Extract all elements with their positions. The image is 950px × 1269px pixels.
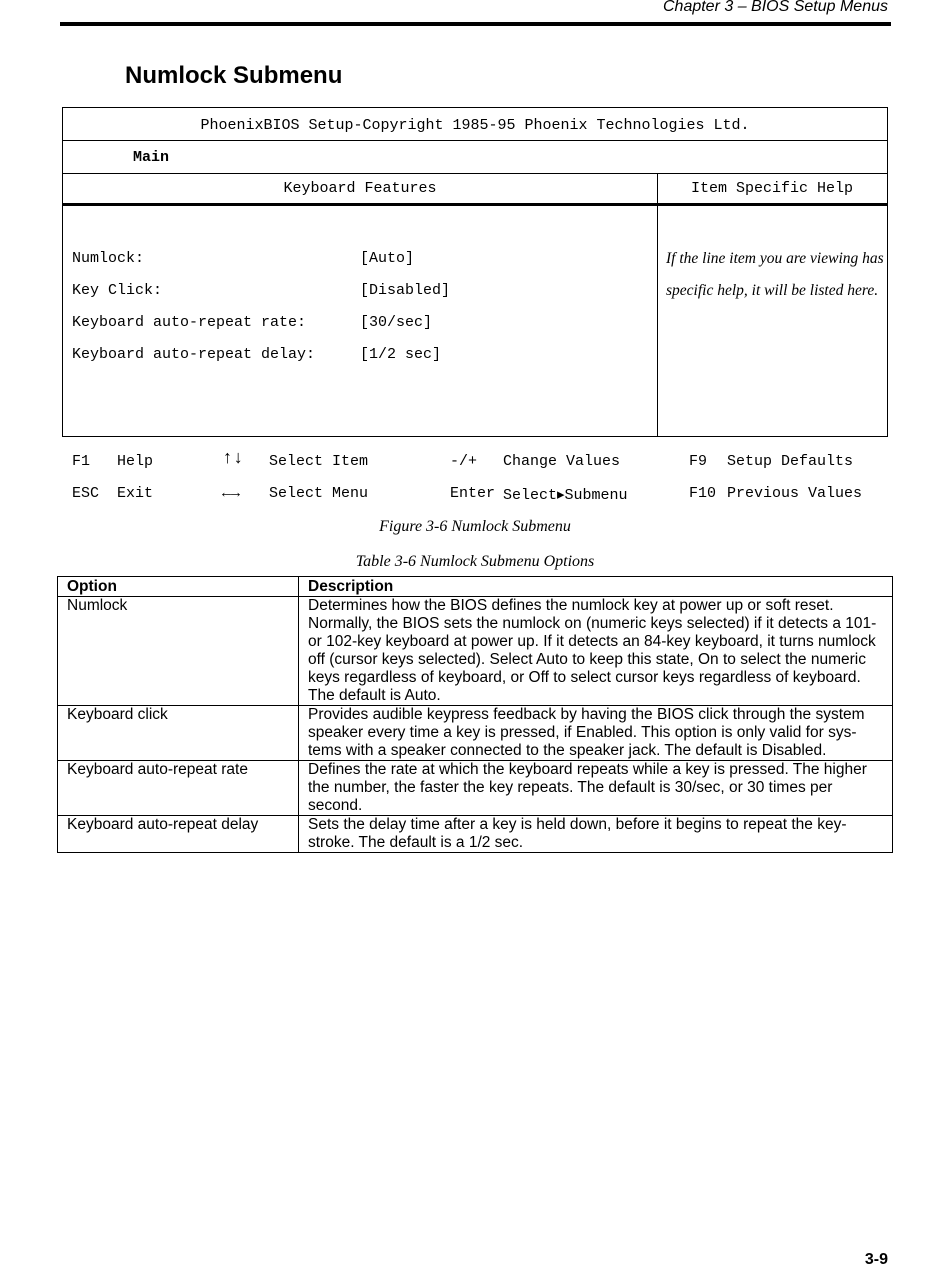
option-cell: Keyboard auto-repeat rate	[58, 761, 299, 816]
panel-header-rule	[63, 204, 887, 206]
key-f10: F10	[689, 485, 717, 502]
key-f9: F9	[689, 453, 708, 470]
header-option: Option	[58, 577, 299, 597]
setting-value[interactable]: [30/sec]	[360, 314, 433, 331]
setting-label: Key Click:	[72, 282, 163, 299]
setting-value[interactable]: [Auto]	[360, 250, 415, 267]
key-f10-action: Previous Values	[727, 485, 863, 502]
setting-repeat-delay[interactable]	[72, 346, 442, 363]
key-arrows-action: Select Item	[269, 453, 369, 470]
key-f9-action: Setup Defaults	[727, 453, 854, 470]
chapter-header: Chapter 3 – BIOS Setup Menus	[662, 0, 888, 15]
key-lr-action: Select Menu	[269, 485, 369, 502]
key-enter-action: Select▸Submenu	[503, 487, 628, 504]
table-row	[58, 706, 893, 761]
table-row	[58, 597, 893, 706]
setting-repeat-rate[interactable]	[72, 314, 433, 331]
up-down-arrows-icon: ↑↓	[222, 449, 244, 469]
option-cell: Keyboard click	[58, 706, 299, 761]
panel-divider	[657, 204, 658, 436]
table-row	[58, 761, 893, 816]
key-f1-action: Help	[117, 453, 154, 470]
figure-caption: Figure 3-6 Numlock Submenu	[379, 518, 571, 535]
page-number: 3-9	[864, 1251, 888, 1268]
bios-menubar	[63, 141, 887, 174]
left-right-arrows-icon: ←→	[222, 485, 241, 502]
key-plus-minus-action: Change Values	[503, 453, 621, 470]
header-description: Description	[299, 577, 893, 597]
key-esc-action: Exit	[117, 485, 154, 502]
setting-label: Keyboard auto-repeat delay:	[72, 346, 316, 363]
key-esc: ESC	[72, 485, 100, 502]
bios-panel-header	[63, 174, 887, 204]
table-header-row	[58, 577, 893, 597]
description-cell: Defines the rate at which the keyboard repeats while a key is pressed. The higher the number, the faster the key repeats. The default is 30/sec, or 30 times per second.	[299, 761, 893, 816]
setting-key-click[interactable]	[72, 282, 451, 299]
menu-main[interactable]: Main	[133, 149, 170, 166]
description-cell: Provides audible keypress feedback by having the BIOS click through the system speaker every time a key is pressed, if Enabled. This option is only valid for sys-tems with a speaker connected to the speaker jack. The default is Disabled.	[299, 706, 893, 761]
panel-item-help: Item Specific Help	[690, 180, 854, 197]
description-cell: Determines how the BIOS defines the numlock key at power up or soft reset. Normally, the BIOS sets the numlock on (numeric keys selected) if it detects a 101- or 102-key keyboard at power up. If it detects an 84-key keyboard, it turns numlock off (cursor keys selected). Select Auto to keep this state, On to select the numeric keys regardless of keyboard, or Off to select cursor keys regardless of keyboard. The default is Auto.	[299, 597, 893, 706]
bios-screen	[62, 107, 888, 437]
setting-label: Numlock:	[72, 250, 145, 267]
setting-value[interactable]: [Disabled]	[360, 282, 451, 299]
table-row	[58, 816, 893, 853]
key-enter: Enter	[450, 485, 496, 502]
description-cell: Sets the delay time after a key is held down, before it begins to repeat the key-stroke. The default is a 1/2 sec.	[299, 816, 893, 853]
option-cell: Keyboard auto-repeat delay	[58, 816, 299, 853]
help-text: If the line item you are viewing has specific help, it will be listed here.	[666, 250, 884, 299]
setting-value[interactable]: [1/2 sec]	[360, 346, 442, 363]
key-plus-minus: -/+	[450, 453, 478, 470]
bios-title: PhoenixBIOS Setup-Copyright 1985-95 Phoenix Technologies Ltd.	[63, 108, 887, 141]
setting-numlock[interactable]	[72, 250, 415, 267]
option-cell: Numlock	[58, 597, 299, 706]
section-title: Numlock Submenu	[125, 62, 343, 89]
key-f1: F1	[72, 453, 91, 470]
setting-label: Keyboard auto-repeat rate:	[72, 314, 307, 331]
table-caption: Table 3-6 Numlock Submenu Options	[355, 553, 595, 570]
header-rule	[60, 22, 891, 26]
options-table	[57, 576, 893, 853]
panel-keyboard-features: Keyboard Features	[283, 180, 437, 197]
